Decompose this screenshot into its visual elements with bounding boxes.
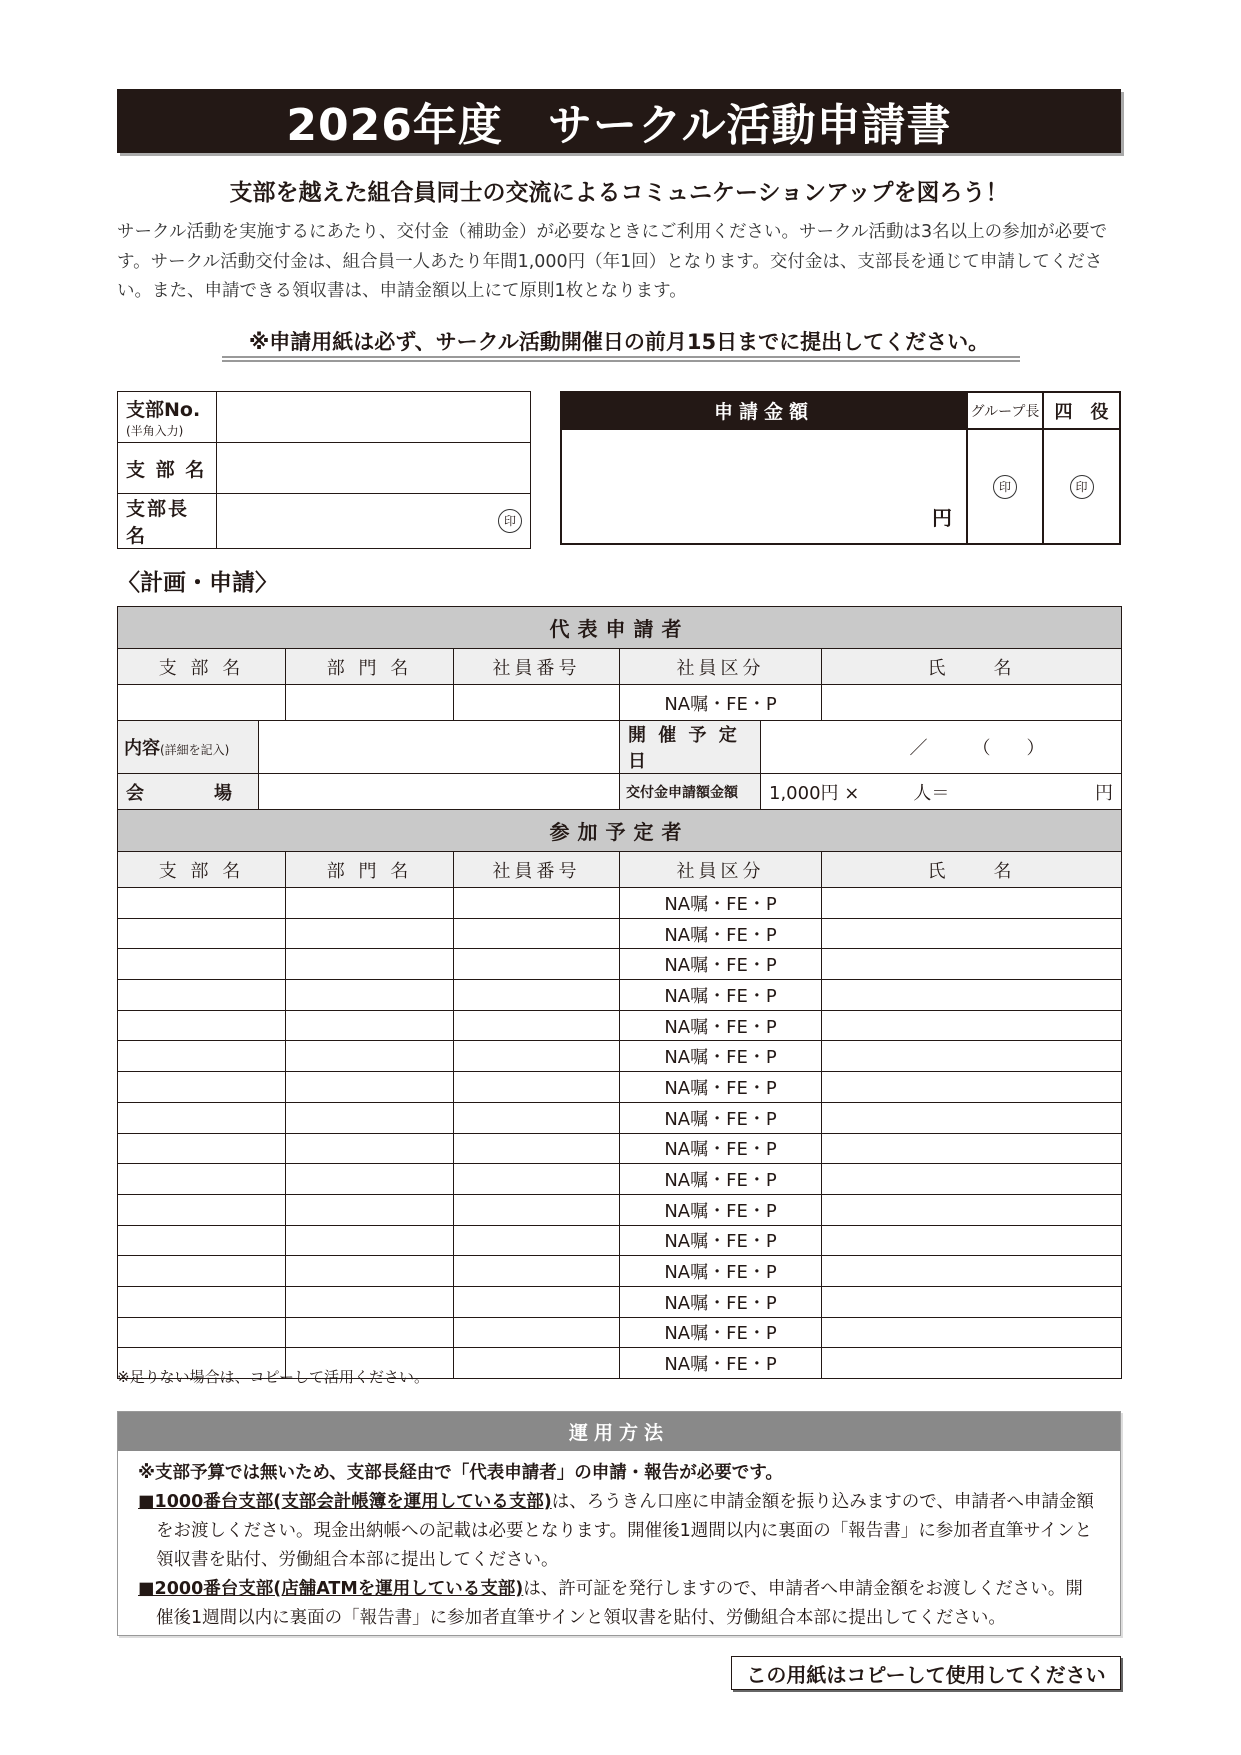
participant-name-field[interactable] <box>822 949 1122 980</box>
participant-employee-no-field[interactable] <box>454 918 620 949</box>
grant-formula: 1,000円 × 人＝ <box>769 782 950 804</box>
seal-icon: 印 <box>1070 475 1094 499</box>
participant-branch-field[interactable] <box>118 1010 286 1041</box>
participant-dept-field[interactable] <box>286 1317 454 1348</box>
participant-name-field[interactable] <box>822 1286 1122 1317</box>
participant-branch-field[interactable] <box>118 918 286 949</box>
participant-row <box>118 1133 1122 1164</box>
venue-field[interactable] <box>259 774 620 810</box>
yen-label: 円 <box>932 506 952 530</box>
grant-yen: 円 <box>1095 782 1114 804</box>
participant-class-field[interactable]: NA嘱・FE・P <box>620 1286 822 1317</box>
participant-dept-field[interactable] <box>286 1256 454 1287</box>
operations-note: ※支部予算では無いため、支部長経由で「代表申請者」の申請・報告が必要です。 <box>138 1463 783 1483</box>
participant-dept-field[interactable] <box>286 918 454 949</box>
participant-employee-no-field[interactable] <box>454 1102 620 1133</box>
amount-header: 申請金額 <box>561 392 967 429</box>
col-class: 社員区分 <box>620 649 822 685</box>
group-leader-seal-field[interactable] <box>967 429 1043 544</box>
operations-item-1: ■1000番台支部(支部会計帳簿を運用している支部)は、ろうきん口座に申請金額を振り込みますので、申請者へ申請金額をお渡しください。現金出納帳への記載は必要となります。開催後1週間以内に裏面の「報告書」に参加者直筆サインと領収書を貼付、労働組合本部に提出してください。 <box>138 1492 1094 1570</box>
participant-dept-field[interactable] <box>286 1010 454 1041</box>
branch-name-field[interactable] <box>217 443 531 494</box>
participant-employee-no-field[interactable] <box>454 1010 620 1041</box>
participant-employee-no-field[interactable] <box>454 888 620 919</box>
participant-branch-field[interactable] <box>118 1164 286 1195</box>
amount-table <box>560 391 1121 545</box>
participant-branch-field[interactable] <box>118 1225 286 1256</box>
participant-name-field[interactable] <box>822 1041 1122 1072</box>
participant-class-field[interactable]: NA嘱・FE・P <box>620 980 822 1011</box>
participant-name-field[interactable] <box>822 918 1122 949</box>
participant-row <box>118 1102 1122 1133</box>
participant-class-field[interactable]: NA嘱・FE・P <box>620 1194 822 1225</box>
participant-employee-no-field[interactable] <box>454 1286 620 1317</box>
participant-branch-field[interactable] <box>118 1041 286 1072</box>
participant-name-field[interactable] <box>822 1194 1122 1225</box>
participant-row <box>118 949 1122 980</box>
participant-row <box>118 1072 1122 1103</box>
col-dept: 部 門 名 <box>286 649 454 685</box>
participant-class-field[interactable]: NA嘱・FE・P <box>620 1317 822 1348</box>
participant-dept-field[interactable] <box>286 949 454 980</box>
page-title: 2026年度 サークル活動申請書 <box>117 89 1121 153</box>
participant-dept-field[interactable] <box>286 888 454 919</box>
deadline-notice: ※申請用紙は必ず、サークル活動開催日の前月15日までに提出してください。 <box>248 330 990 354</box>
participant-employee-no-field[interactable] <box>454 1194 620 1225</box>
participant-branch-field[interactable] <box>118 949 286 980</box>
operations-box <box>117 1411 1121 1636</box>
participant-branch-field[interactable] <box>118 1286 286 1317</box>
participant-branch-field[interactable] <box>118 1072 286 1103</box>
participant-branch-field[interactable] <box>118 1133 286 1164</box>
date-field[interactable]: ／ （ ） <box>761 721 1122 774</box>
branch-chief-field[interactable] <box>217 494 531 549</box>
branch-chief-label: 支部長名 <box>118 494 217 549</box>
date-label: 開 催 予 定 日 <box>620 721 761 774</box>
participant-class-field[interactable]: NA嘱・FE・P <box>620 1133 822 1164</box>
participant-employee-no-field[interactable] <box>454 1041 620 1072</box>
branch-no-field[interactable] <box>217 392 531 443</box>
operations-header: 運用方法 <box>118 1412 1120 1451</box>
participant-dept-field[interactable] <box>286 1072 454 1103</box>
participant-row <box>118 1164 1122 1195</box>
copy-notice: この用紙はコピーして使用してください <box>731 1656 1121 1690</box>
participant-dept-field[interactable] <box>286 1194 454 1225</box>
participant-employee-no-field[interactable] <box>454 1256 620 1287</box>
participant-employee-no-field[interactable] <box>454 1164 620 1195</box>
participant-name-field[interactable] <box>822 1072 1122 1103</box>
shiyaku-seal-field[interactable] <box>1043 429 1120 544</box>
participant-class-field[interactable]: NA嘱・FE・P <box>620 1225 822 1256</box>
col-employee-no: 社員番号 <box>454 649 620 685</box>
seal-icon: 印 <box>498 509 522 533</box>
participant-employee-no-field[interactable] <box>454 949 620 980</box>
participant-name-field[interactable] <box>822 1348 1122 1379</box>
participant-dept-field[interactable] <box>286 1041 454 1072</box>
col-branch: 支 部 名 <box>118 649 286 685</box>
participant-name-field[interactable] <box>822 1164 1122 1195</box>
participant-name-field[interactable] <box>822 1102 1122 1133</box>
notice-underline <box>222 356 1020 362</box>
participant-row <box>118 1256 1122 1287</box>
participant-class-field[interactable]: NA嘱・FE・P <box>620 1256 822 1287</box>
amount-field[interactable] <box>561 429 967 544</box>
participant-row <box>118 1041 1122 1072</box>
participant-row <box>118 1317 1122 1348</box>
col-branch: 支 部 名 <box>118 852 286 888</box>
participant-dept-field[interactable] <box>286 1102 454 1133</box>
rep-branch-field[interactable] <box>118 685 286 721</box>
participant-class-field[interactable]: NA嘱・FE・P <box>620 888 822 919</box>
branch-name-label: 支 部 名 <box>118 443 217 494</box>
participants-band: 参加予定者 <box>118 810 1122 852</box>
shiyaku-header: 四 役 <box>1043 392 1120 429</box>
participant-employee-no-field[interactable] <box>454 1072 620 1103</box>
col-name: 氏 名 <box>822 649 1122 685</box>
operations-item-2: ■2000番台支部(店舗ATMを運用している支部)は、許可証を発行しますので、申請者へ申請金額をお渡しください。開催後1週間以内に裏面の「報告書」に参加者直筆サインと領収書を貼付、労働組合本部に提出してください。 <box>138 1579 1083 1628</box>
participant-name-field[interactable] <box>822 1256 1122 1287</box>
col-employee-no: 社員番号 <box>454 852 620 888</box>
rep-employee-no-field[interactable] <box>454 685 620 721</box>
participant-branch-field[interactable] <box>118 888 286 919</box>
rep-class-field[interactable]: NA嘱・FE・P <box>620 685 822 721</box>
participant-name-field[interactable] <box>822 1317 1122 1348</box>
participant-branch-field[interactable] <box>118 1102 286 1133</box>
participant-row <box>118 1225 1122 1256</box>
grant-label: 交付金申請額金額 <box>620 774 761 810</box>
branch-no-label: 支部No. (半角入力) <box>118 392 217 443</box>
participant-dept-field[interactable] <box>286 1133 454 1164</box>
participant-branch-field[interactable] <box>118 1317 286 1348</box>
grant-field[interactable] <box>761 774 1122 810</box>
participant-branch-field[interactable] <box>118 980 286 1011</box>
col-dept: 部 門 名 <box>286 852 454 888</box>
participant-row <box>118 918 1122 949</box>
content-label: 内容(詳細を記入) <box>118 721 259 774</box>
participant-dept-field[interactable] <box>286 1164 454 1195</box>
application-table <box>117 606 1122 1379</box>
rep-dept-field[interactable] <box>286 685 454 721</box>
participant-name-field[interactable] <box>822 1225 1122 1256</box>
participant-employee-no-field[interactable] <box>454 1133 620 1164</box>
participant-name-field[interactable] <box>822 888 1122 919</box>
participant-class-field[interactable]: NA嘱・FE・P <box>620 1041 822 1072</box>
participant-name-field[interactable] <box>822 980 1122 1011</box>
venue-label: 会 場 <box>118 774 259 810</box>
participant-dept-field[interactable] <box>286 1286 454 1317</box>
footnote: ※足りない場合は、コピーして活用ください。 <box>117 1368 429 1386</box>
seal-icon: 印 <box>993 475 1017 499</box>
participant-row <box>118 1194 1122 1225</box>
participant-row <box>118 1286 1122 1317</box>
col-name: 氏 名 <box>822 852 1122 888</box>
participant-row <box>118 888 1122 919</box>
participant-name-field[interactable] <box>822 1010 1122 1041</box>
participant-employee-no-field[interactable] <box>454 980 620 1011</box>
plan-section-title: 〈計画・申請〉 <box>117 570 278 596</box>
participant-branch-field[interactable] <box>118 1256 286 1287</box>
participant-employee-no-field[interactable] <box>454 1317 620 1348</box>
col-class: 社員区分 <box>620 852 822 888</box>
rep-name-field[interactable] <box>822 685 1122 721</box>
participant-row <box>118 1010 1122 1041</box>
participant-class-field[interactable]: NA嘱・FE・P <box>620 1010 822 1041</box>
participant-employee-no-field[interactable] <box>454 1225 620 1256</box>
participant-employee-no-field[interactable] <box>454 1348 620 1379</box>
participant-class-field[interactable]: NA嘱・FE・P <box>620 1102 822 1133</box>
participant-class-field[interactable]: NA嘱・FE・P <box>620 918 822 949</box>
participant-branch-field[interactable] <box>118 1194 286 1225</box>
participant-class-field[interactable]: NA嘱・FE・P <box>620 1348 822 1379</box>
intro-text: サークル活動を実施するにあたり、交付金（補助金）が必要なときにご利用ください。サークル活動は3名以上の参加が必要です。サークル活動交付金は、組合員一人あたり年間1,000円（年1回）となります。交付金は、支部長を通じて申請してください。また、申請できる領収書は、申請金額以上にて原則1枚となります。 <box>117 222 1108 301</box>
participant-class-field[interactable]: NA嘱・FE・P <box>620 1164 822 1195</box>
rep-band: 代表申請者 <box>118 607 1122 649</box>
participant-dept-field[interactable] <box>286 1225 454 1256</box>
subtitle: 支部を越えた組合員同士の交流によるコミュニケーションアップを図ろう！ <box>229 180 1009 206</box>
content-field[interactable] <box>259 721 620 774</box>
group-leader-header: グループ長 <box>967 392 1043 429</box>
participant-class-field[interactable]: NA嘱・FE・P <box>620 1072 822 1103</box>
participant-dept-field[interactable] <box>286 980 454 1011</box>
participant-class-field[interactable]: NA嘱・FE・P <box>620 949 822 980</box>
branch-info-table <box>117 391 531 549</box>
participant-name-field[interactable] <box>822 1133 1122 1164</box>
participant-row <box>118 980 1122 1011</box>
